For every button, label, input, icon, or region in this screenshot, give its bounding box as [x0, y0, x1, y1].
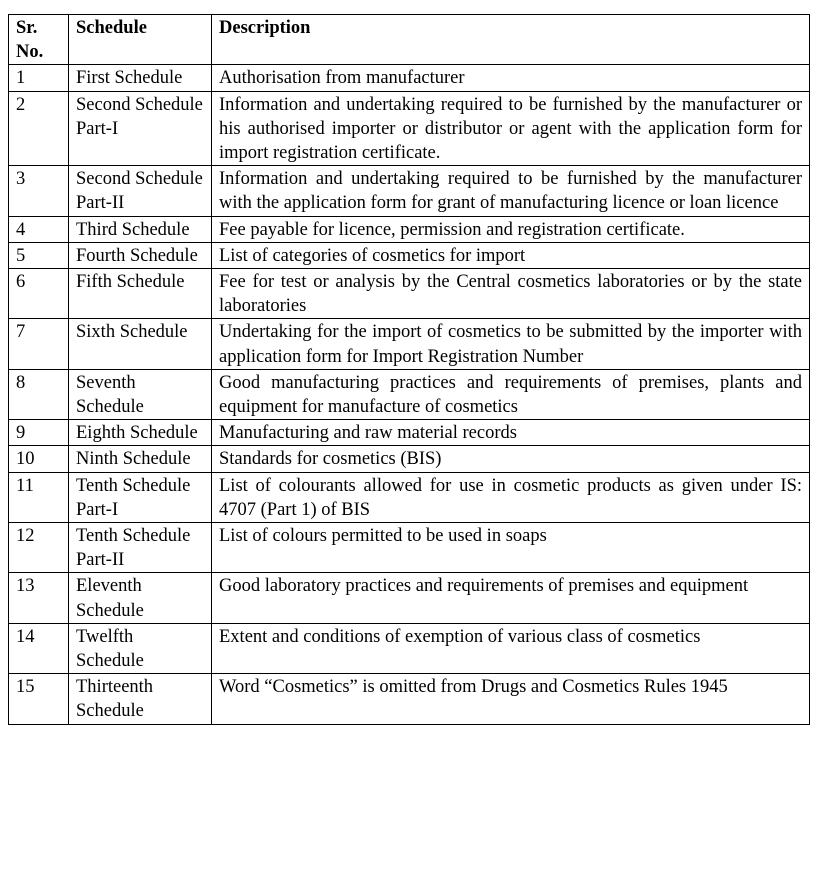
table-row [9, 65, 810, 91]
sr-no-cell: 6 [9, 269, 69, 319]
description-cell: Good manufacturing practices and requirements of premises, plants and equipment for manufacture of cosmetics [212, 369, 810, 419]
description-cell: Word “Cosmetics” is omitted from Drugs and Cosmetics Rules 1945 [212, 674, 810, 724]
sr-no-cell: 15 [9, 674, 69, 724]
schedules-table [8, 14, 810, 725]
table-row [9, 269, 810, 319]
schedule-cell: Second Schedule Part-I [69, 91, 212, 166]
sr-no-cell: 11 [9, 472, 69, 522]
table-row [9, 472, 810, 522]
sr-no-cell: 10 [9, 446, 69, 472]
sr-no-cell: 12 [9, 523, 69, 573]
description-cell: Information and undertaking required to be furnished by the manufacturer or his authorised importer or distributor or agent with the application form for import registration certificate. [212, 91, 810, 166]
table-row [9, 216, 810, 242]
schedule-cell: Ninth Schedule [69, 446, 212, 472]
sr-no-cell: 8 [9, 369, 69, 419]
table-row [9, 573, 810, 623]
sr-no-cell: 2 [9, 91, 69, 166]
sr-no-cell: 1 [9, 65, 69, 91]
description-cell: Manufacturing and raw material records [212, 420, 810, 446]
table-row [9, 242, 810, 268]
table-row [9, 166, 810, 216]
description-cell: Information and undertaking required to be furnished by the manufacturer with the application form for grant of manufacturing licence or loan licence [212, 166, 810, 216]
schedule-cell: Second Schedule Part-II [69, 166, 212, 216]
table-row [9, 91, 810, 166]
description-cell: Fee payable for licence, permission and registration certificate. [212, 216, 810, 242]
description-cell: Authorisation from manufacturer [212, 65, 810, 91]
table-row [9, 319, 810, 369]
schedule-cell: Fifth Schedule [69, 269, 212, 319]
description-cell: Undertaking for the import of cosmetics to be submitted by the importer with application form for Import Registration Number [212, 319, 810, 369]
sr-no-cell: 9 [9, 420, 69, 446]
sr-no-cell: 4 [9, 216, 69, 242]
header-schedule: Schedule [69, 15, 212, 65]
sr-no-cell: 7 [9, 319, 69, 369]
description-cell: Good laboratory practices and requirements of premises and equipment [212, 573, 810, 623]
table-row [9, 446, 810, 472]
schedule-cell: Thirteenth Schedule [69, 674, 212, 724]
schedule-cell: First Schedule [69, 65, 212, 91]
schedule-cell: Seventh Schedule [69, 369, 212, 419]
schedule-cell: Tenth Schedule Part-II [69, 523, 212, 573]
table-header-row [9, 15, 810, 65]
sr-no-cell: 14 [9, 623, 69, 673]
description-cell: List of colours permitted to be used in soaps [212, 523, 810, 573]
schedule-cell: Twelfth Schedule [69, 623, 212, 673]
table-row [9, 420, 810, 446]
schedule-cell: Third Schedule [69, 216, 212, 242]
table-row [9, 369, 810, 419]
table-row [9, 623, 810, 673]
description-cell: Fee for test or analysis by the Central cosmetics laboratories or by the state laboratories [212, 269, 810, 319]
schedule-cell: Eighth Schedule [69, 420, 212, 446]
description-cell: Extent and conditions of exemption of various class of cosmetics [212, 623, 810, 673]
schedule-cell: Sixth Schedule [69, 319, 212, 369]
header-sr-no: Sr. No. [9, 15, 69, 65]
sr-no-cell: 5 [9, 242, 69, 268]
description-cell: List of colourants allowed for use in cosmetic products as given under IS: 4707 (Part 1) of BIS [212, 472, 810, 522]
schedule-cell: Fourth Schedule [69, 242, 212, 268]
description-cell: List of categories of cosmetics for import [212, 242, 810, 268]
description-cell: Standards for cosmetics (BIS) [212, 446, 810, 472]
sr-no-cell: 13 [9, 573, 69, 623]
table-row [9, 674, 810, 724]
sr-no-cell: 3 [9, 166, 69, 216]
schedule-cell: Tenth Schedule Part-I [69, 472, 212, 522]
schedule-cell: Eleventh Schedule [69, 573, 212, 623]
header-description: Description [212, 15, 810, 65]
table-row [9, 523, 810, 573]
